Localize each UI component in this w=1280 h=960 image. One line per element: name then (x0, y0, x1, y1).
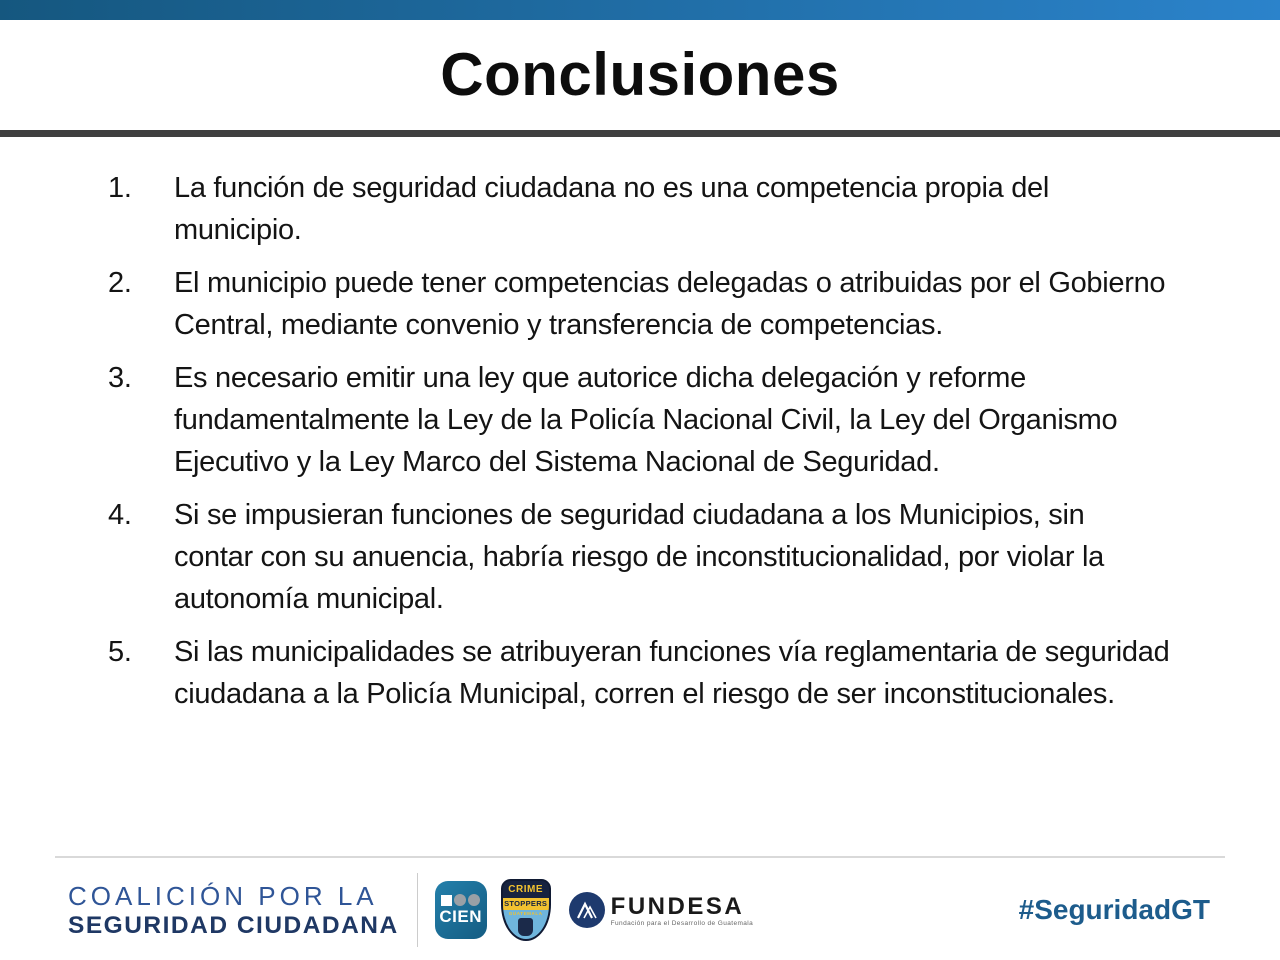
conclusion-number: 1. (108, 172, 132, 204)
fundesa-text (611, 894, 754, 927)
title-divider (0, 130, 1280, 137)
conclusion-number: 5. (108, 636, 132, 668)
top-accent-bar (0, 0, 1280, 20)
conclusion-item (108, 167, 1171, 251)
footer-divider-line (55, 856, 1225, 858)
cien-circle-icon (468, 894, 480, 906)
cien-circle-icon (454, 894, 466, 906)
crime-stoppers-shield-bottom (503, 910, 549, 939)
cien-logo-label: CIEN (439, 907, 482, 926)
crime-stoppers-badge-icon (501, 879, 551, 941)
partner-logos (435, 879, 754, 941)
conclusion-text: Si se impusieran funciones de seguridad ciudadana a los Municipios, sin contar con su anuencia, habría riesgo de inconstitucionalidad, por violar la autonomía municipal. (174, 499, 1104, 615)
conclusion-list (108, 167, 1171, 715)
crime-stoppers-stoppers-label: STOPPERS (504, 899, 548, 908)
footer (68, 868, 1210, 952)
conclusion-number: 4. (108, 499, 132, 531)
conclusion-text: La función de seguridad ciudadana no es una competencia propia del municipio. (174, 172, 1050, 246)
coalition-logo (68, 881, 399, 940)
hashtag-label: #SeguridadGT (1018, 894, 1210, 925)
crime-stoppers-crime-label: CRIME (508, 884, 544, 895)
conclusion-text: Si las municipalidades se atribuyeran funciones vía reglamentaria de seguridad ciudadana a la Policía Municipal, corren el riesgo de ser inconstitucionales. (174, 636, 1170, 710)
conclusion-number: 3. (108, 362, 132, 394)
footer-vertical-divider (417, 873, 418, 947)
cien-logo-shapes (441, 894, 480, 906)
fundesa-logo (569, 892, 754, 928)
coalition-logo-line2: SEGURIDAD CIUDADANA (68, 911, 399, 939)
cien-square-icon (441, 895, 452, 906)
cien-logo-icon (435, 881, 487, 939)
conclusion-text: Es necesario emitir una ley que autorice dicha delegación y reforme fundamentalmente la Ley de la Policía Nacional Civil, la Ley del Organismo Ejecutivo y la Ley Marco del Sistema Nacional de Seguridad. (174, 362, 1118, 478)
coalition-logo-line1: COALICIÓN POR LA (68, 880, 378, 911)
page-title: Conclusiones (440, 41, 840, 108)
fundesa-tagline: Fundación para el Desarrollo de Guatemala (610, 919, 754, 927)
conclusion-number: 2. (108, 267, 132, 299)
fundesa-logo-label: FUNDESA (610, 892, 745, 920)
fundesa-chevron-icon (576, 901, 598, 919)
conclusion-item (108, 631, 1171, 715)
conclusion-item (108, 357, 1171, 483)
fundesa-mark-icon (569, 892, 605, 928)
crime-stoppers-guatemala-label: GUATEMALA (508, 911, 543, 916)
conclusion-item (108, 262, 1171, 346)
crime-stoppers-emblem-icon (518, 918, 533, 936)
conclusion-text: El municipio puede tener competencias delegadas o atribuidas por el Gobierno Central, mediante convenio y transferencia de competencias. (174, 267, 1166, 341)
conclusion-item (108, 494, 1171, 620)
